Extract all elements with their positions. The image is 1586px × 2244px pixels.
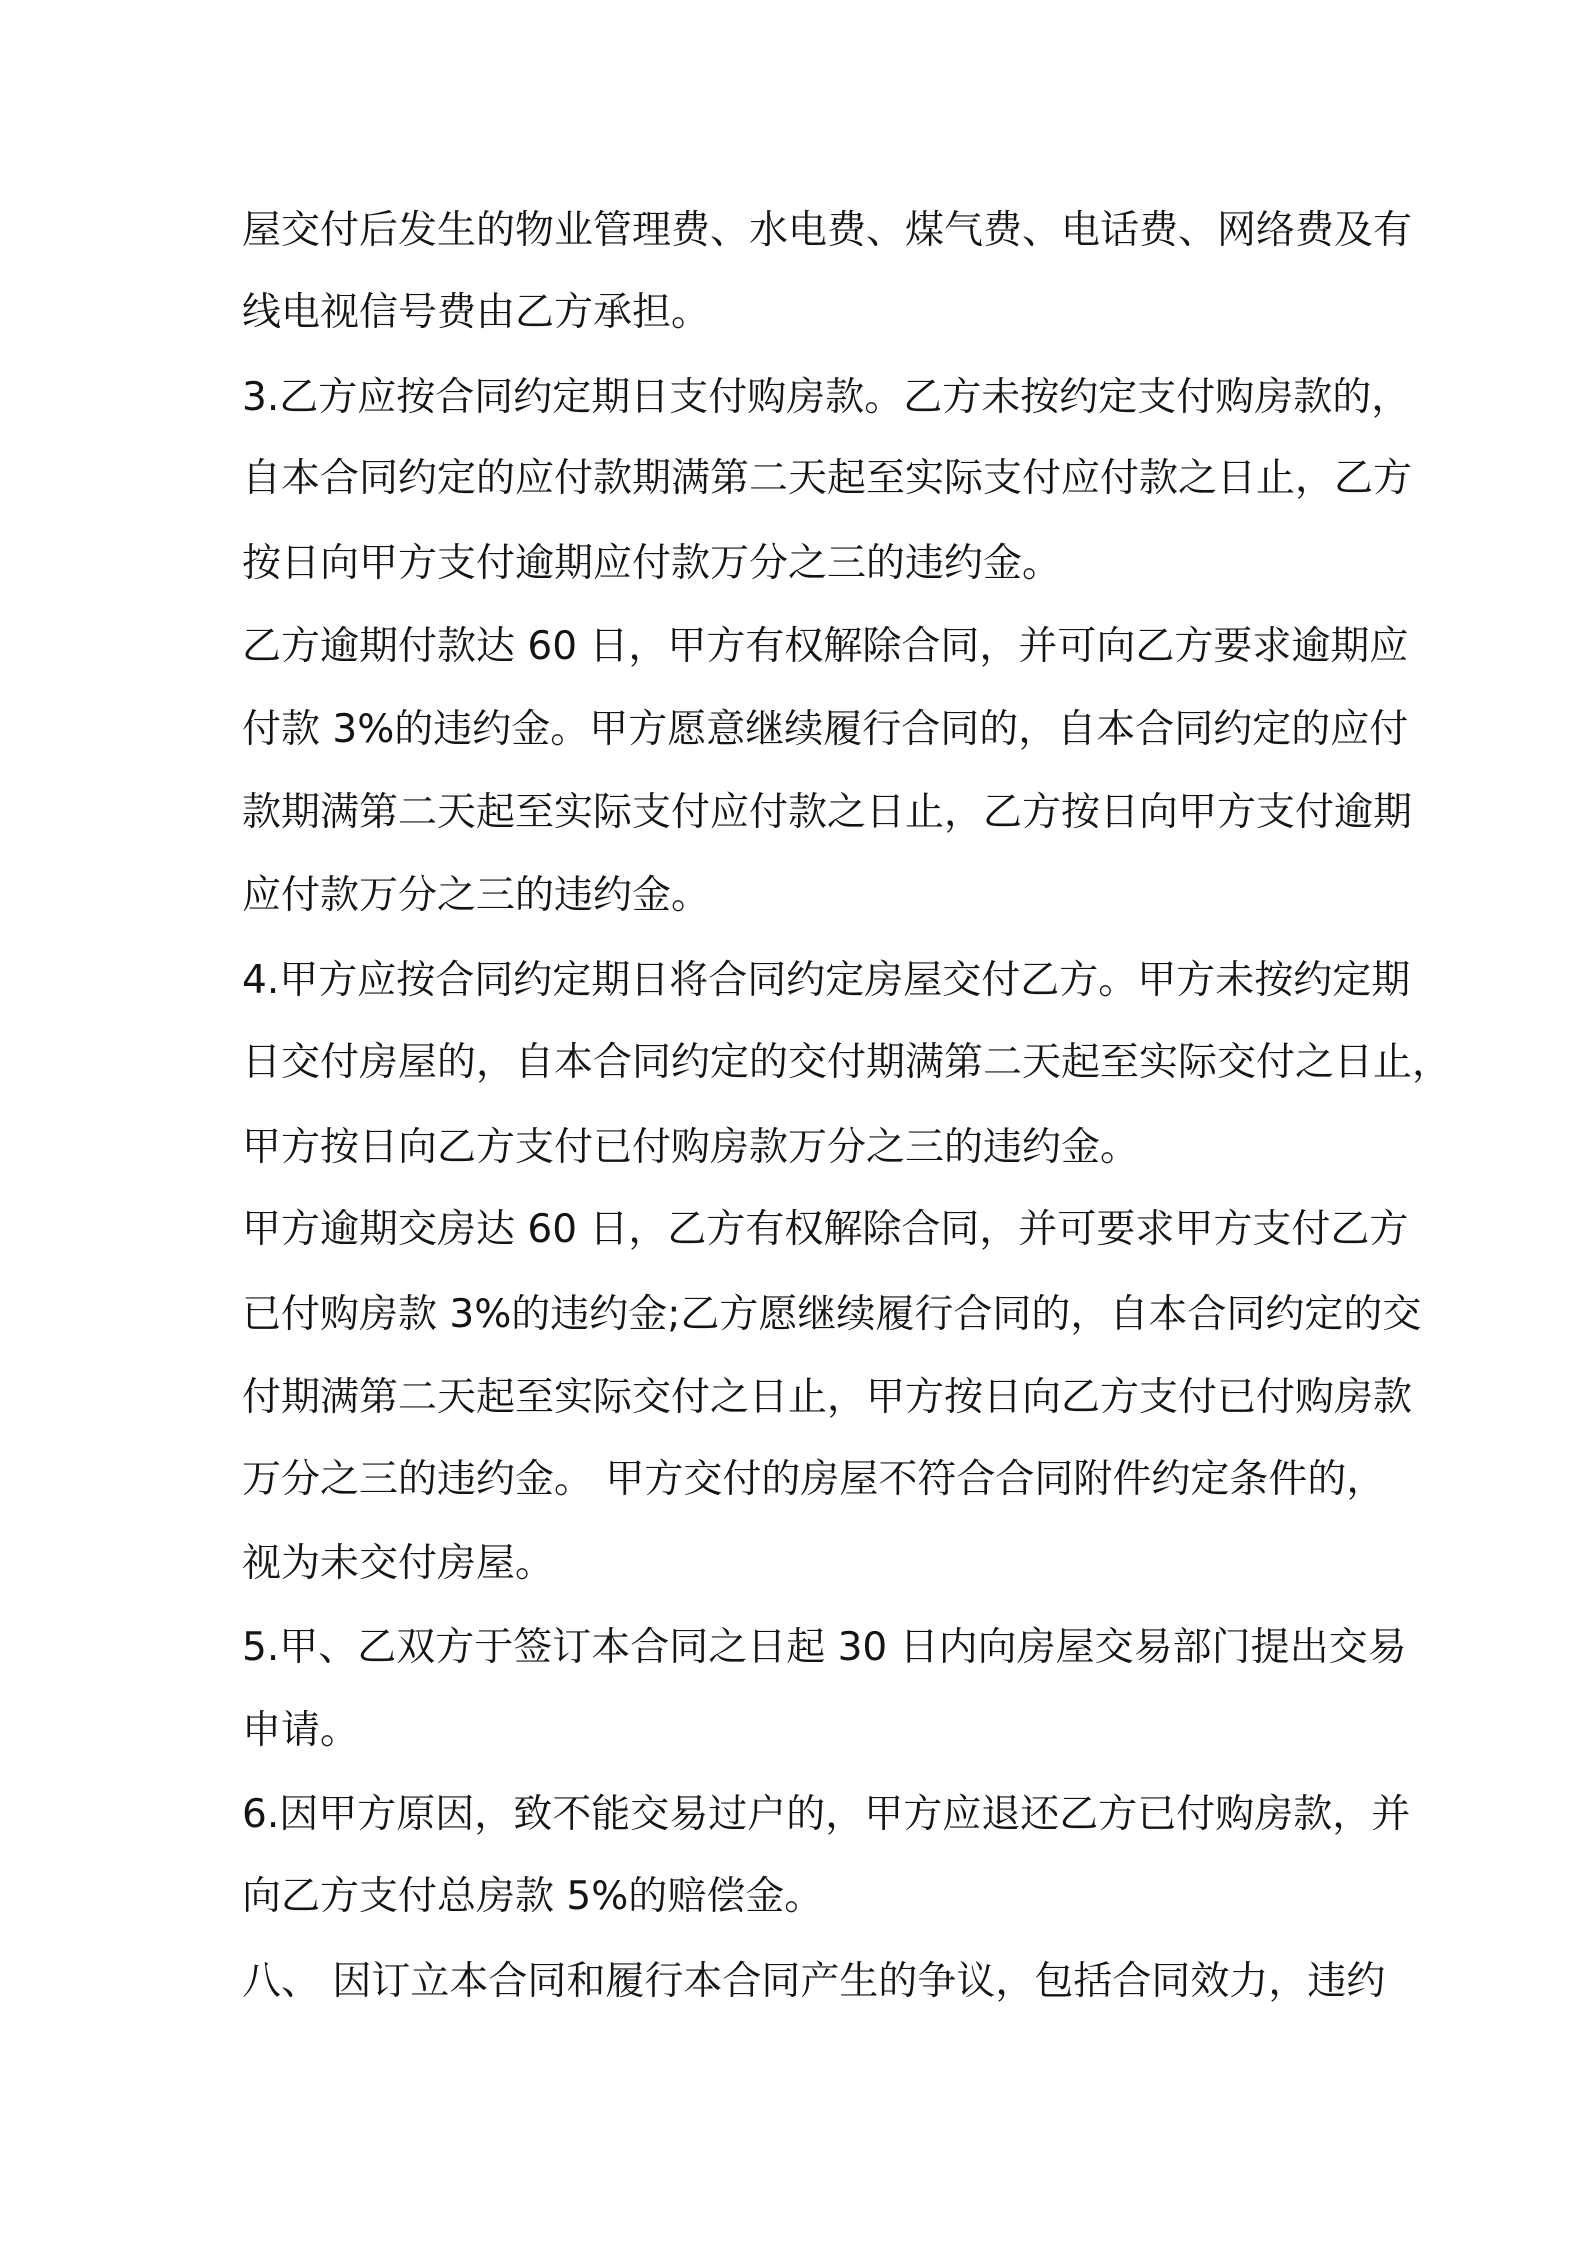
text-line: 甲方逾期交房达 60 日，乙方有权解除合同，并可要求甲方支付乙方 <box>242 1207 1409 1252</box>
text-line: 4.甲方应按合同约定期日将合同约定房屋交付乙方。甲方未按约定期 <box>242 958 1411 1003</box>
text-line: 3.乙方应按合同约定期日支付购房款。乙方未按约定支付购房款的， <box>242 375 1411 420</box>
text-line: 乙方逾期付款达 60 日，甲方有权解除合同，并可向乙方要求逾期应 <box>242 624 1409 669</box>
text-line: 6.因甲方原因，致不能交易过户的，甲方应退还乙方已付购房款，并 <box>242 1792 1411 1837</box>
text-line: 已付购房款 3%的违约金;乙方愿继续履行合同的，自本合同约定的交 <box>242 1292 1422 1337</box>
text-line: 按日向甲方支付逾期应付款万分之三的违约金。 <box>242 541 1062 586</box>
text-line: 八、 因订立本合同和履行本合同产生的争议，包括合同效力，违约 <box>242 1959 1386 2004</box>
text-line: 线电视信号费由乙方承担。 <box>242 290 711 335</box>
text-line: 付款 3%的违约金。甲方愿意继续履行合同的，自本合同约定的应付 <box>242 707 1409 752</box>
text-line: 万分之三的违约金。 甲方交付的房屋不符合合同附件约定条件的， <box>242 1457 1386 1502</box>
text-line: 屋交付后发生的物业管理费、水电费、煤气费、电话费、网络费及有 <box>242 208 1413 253</box>
text-line: 甲方按日向乙方支付已付购房款万分之三的违约金。 <box>242 1125 1140 1170</box>
text-line: 款期满第二天起至实际支付应付款之日止，乙方按日向甲方支付逾期 <box>242 790 1413 835</box>
text-line: 视为未交付房屋。 <box>242 1541 555 1586</box>
text-line: 应付款万分之三的违约金。 <box>242 873 711 918</box>
text-line: 自本合同约定的应付款期满第二天起至实际支付应付款之日止，乙方 <box>242 456 1413 501</box>
text-line: 付期满第二天起至实际交付之日止，甲方按日向乙方支付已付购房款 <box>242 1375 1413 1420</box>
text-line: 申请。 <box>242 1708 360 1753</box>
text-line: 5.甲、乙双方于签订本合同之日起 30 日内向房屋交易部门提出交易 <box>242 1625 1407 1670</box>
text-line: 日交付房屋的，自本合同约定的交付期满第二天起至实际交付之日止， <box>242 1040 1452 1085</box>
text-line: 向乙方支付总房款 5%的赔偿金。 <box>242 1874 824 1919</box>
